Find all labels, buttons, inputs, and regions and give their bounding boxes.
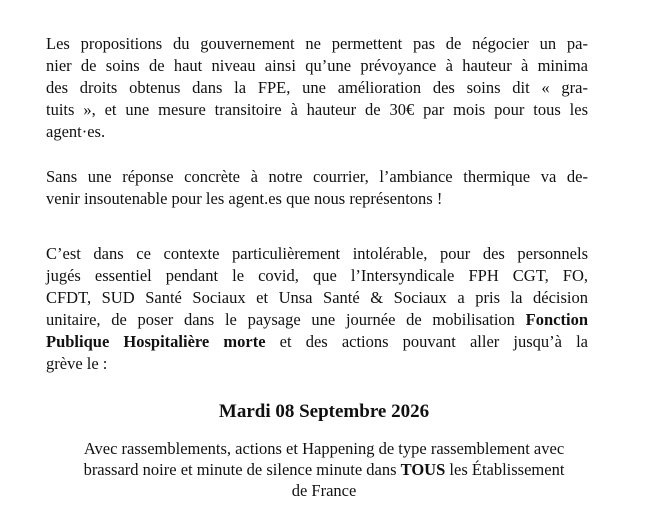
underlined-comma: , xyxy=(96,310,101,329)
text-line: venir insoutenable pour les agent.es que nous représentons ! xyxy=(46,189,443,208)
bold-fragment: Publique Hospitalière morte xyxy=(46,332,266,351)
text-fragment: les Établissement xyxy=(445,460,565,479)
text-line: tuits », et une mesure transitoire à hauteur de 30€ par mois pour tous les xyxy=(46,100,588,119)
text-fragment: unitaire xyxy=(46,310,97,329)
text-line: nier de soins de haut niveau ainsi qu’une prévoyance à hauteur à minima xyxy=(46,56,588,75)
paragraph-warning xyxy=(46,166,588,210)
paragraph-proposals xyxy=(46,33,588,143)
text-fragment: de poser dans le paysage une journée de mobilisation xyxy=(100,310,526,329)
text-line: Avec rassemblements, actions et Happening de type rassemblement avec xyxy=(83,439,565,458)
text-line xyxy=(46,331,588,353)
text-line xyxy=(46,309,588,331)
text-line: de France xyxy=(291,481,357,500)
text-line: C’est dans ce contexte particulièrement intolérable, pour des personnels xyxy=(46,244,588,263)
text-line: grève le : xyxy=(46,354,108,373)
bold-fragment: Fonction xyxy=(525,310,588,329)
text-line: des droits obtenus dans la FPE, une amélioration des soins dit « gra- xyxy=(46,78,588,97)
strike-date: Mardi 08 Septembre 2026 xyxy=(218,401,430,422)
text-line: Sans une réponse concrète à notre courrier, l’ambiance thermique va de- xyxy=(46,167,588,186)
text-line: jugés essentiel pendant le covid, que l’Intersyndicale FPH CGT, FO, xyxy=(46,266,588,285)
text-line: Les propositions du gouvernement ne permettent pas de négocier un pa- xyxy=(46,34,588,53)
text-fragment: brassard noire et minute de silence minute dans xyxy=(83,460,401,479)
text-line xyxy=(40,459,608,480)
text-line: CFDT, SUD Santé Sociaux et Unsa Santé & Sociaux a pris la décision xyxy=(46,288,588,307)
paragraph-intersyndicale xyxy=(46,243,588,375)
text-line: agent·es. xyxy=(46,122,106,141)
text-fragment: et des actions pouvant aller jusqu’à la xyxy=(265,332,589,351)
bold-fragment: TOUS xyxy=(400,460,446,479)
closing-paragraph xyxy=(40,438,608,501)
